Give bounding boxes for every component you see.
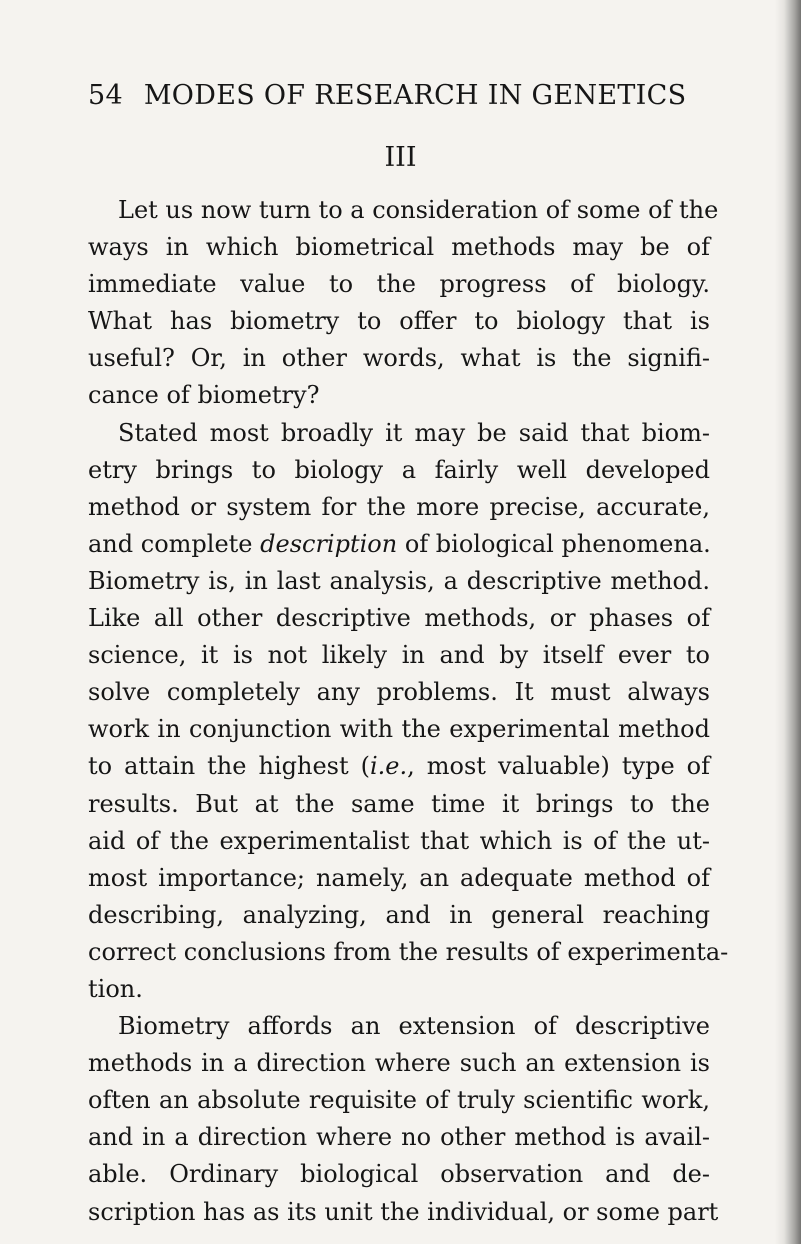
- text-line: What has biometry to offer to biology that is: [88, 307, 710, 336]
- text-line: methods in a direction where such an extension is: [88, 1049, 710, 1078]
- text-line: work in conjunction with the experimental method: [88, 715, 710, 744]
- running-title: MODES OF RESEARCH IN GENETICS: [143, 80, 687, 111]
- italic-term: i.e.: [369, 752, 408, 781]
- text-line: often an absolute requisite of truly scientific work,: [88, 1086, 710, 1115]
- text-line: method or system for the more precise, accurate,: [88, 492, 710, 521]
- text-line: Biometry is, in last analysis, a descriptive method.: [88, 566, 710, 595]
- text-segment: to attain the highest (: [88, 752, 370, 781]
- text-line: etry brings to biology a fairly well developed: [88, 455, 710, 484]
- text-line: Like all other descriptive methods, or phases of: [88, 604, 710, 633]
- text-line: [88, 526, 710, 563]
- text-line: solve completely any problems. It must always: [88, 678, 710, 707]
- section-heading: III: [384, 142, 417, 173]
- text-line: results. But at the same time it brings to the: [88, 789, 710, 818]
- text-line: scription has as its unit the individual, or some part: [88, 1197, 719, 1226]
- text-line: Stated most broadly it may be said that biom-: [118, 418, 710, 447]
- page-number: 54: [88, 80, 123, 111]
- text-line: correct conclusions from the results of experimenta-: [88, 937, 729, 966]
- text-line: most importance; namely, an adequate method of: [88, 863, 710, 892]
- text-segment: and complete: [88, 529, 261, 558]
- text-line: and in a direction where no other method is avail-: [88, 1123, 710, 1152]
- text-line: Let us now turn to a consideration of some of the: [118, 196, 719, 224]
- page-edge-shadow: [775, 0, 801, 1244]
- running-header: [88, 80, 708, 111]
- text-line: cance of biometry?: [88, 381, 320, 410]
- text-line: able. Ordinary biological observation and de-: [88, 1160, 710, 1189]
- text-line: aid of the experimentalist that which is of the ut-: [88, 826, 710, 855]
- italic-term: description: [260, 529, 398, 558]
- body-text: [88, 192, 729, 1231]
- text-line: science, it is not likely in and by itself ever to: [88, 641, 710, 670]
- text-line: ways in which biometrical methods may be of: [88, 233, 710, 262]
- text-line: tion.: [88, 974, 143, 1003]
- text-segment: , most valuable) type of: [407, 752, 710, 781]
- text-line: Biometry affords an extension of descriptive: [118, 1012, 710, 1041]
- text-line: useful? Or, in other words, what is the signifi-: [88, 344, 710, 373]
- text-line: immediate value to the progress of biology.: [88, 270, 710, 299]
- text-line: describing, analyzing, and in general reaching: [88, 900, 710, 929]
- text-segment: of biological phenomena.: [397, 529, 711, 558]
- text-line: [88, 748, 710, 785]
